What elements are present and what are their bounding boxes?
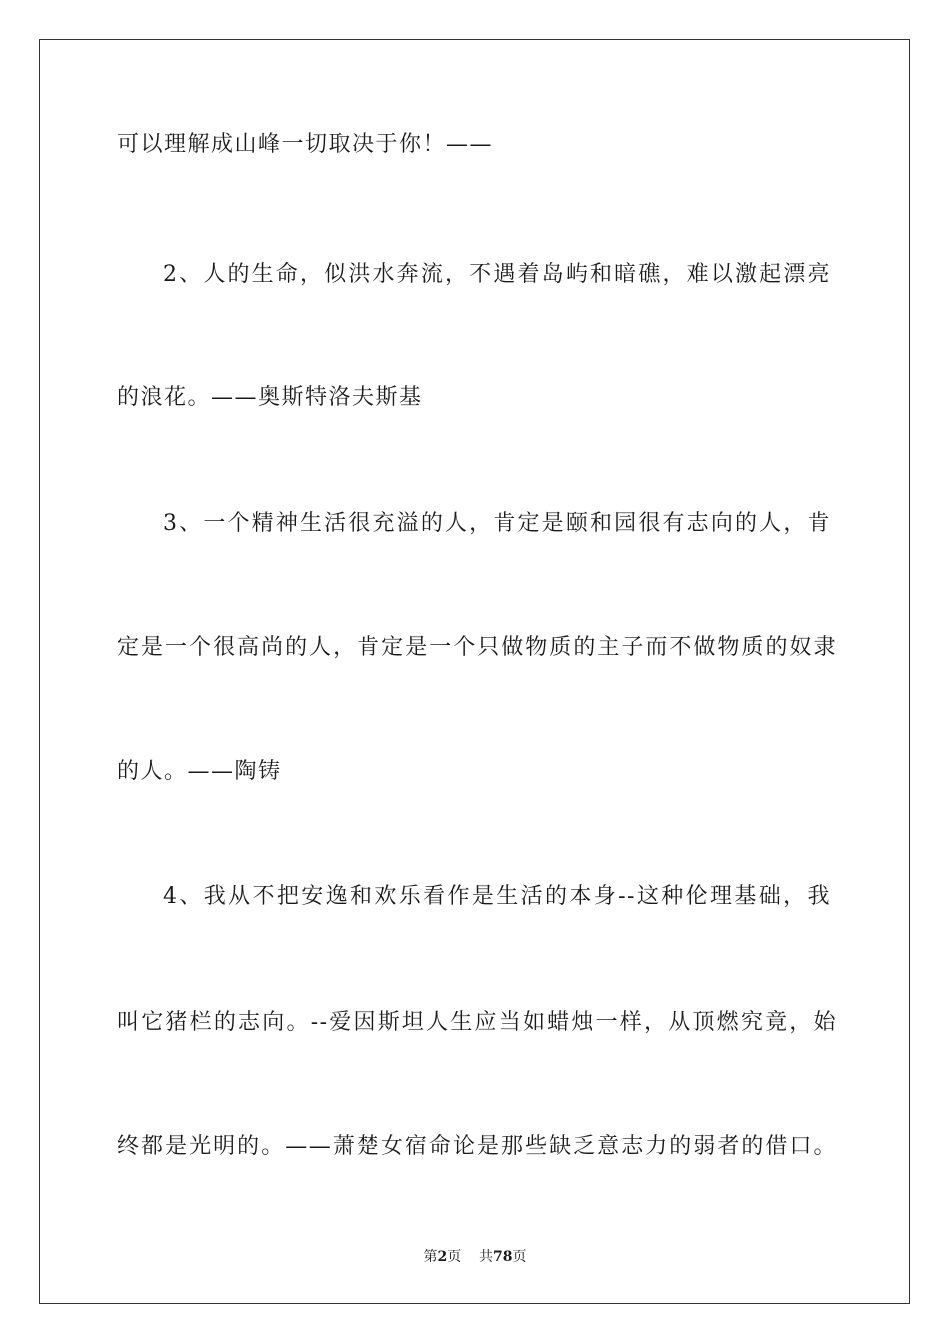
footer-page-prefix: 第 xyxy=(423,1249,438,1265)
footer-page-suffix: 页 xyxy=(447,1249,462,1265)
text-line-9: 终都是光明的。——萧楚女宿命论是那些缺乏意志力的弱者的借口。 xyxy=(117,1134,837,1159)
text-line-3: 的浪花。——奥斯特洛夫斯基 xyxy=(117,385,423,410)
text-line-4: 3、一个精神生活很充溢的人，肯定是颐和园很有志向的人，肯 xyxy=(163,511,831,536)
footer-total-pages: 78 xyxy=(493,1249,513,1265)
page-footer xyxy=(0,1248,950,1266)
text-line-2: 2、人的生命，似洪水奔流，不遇着岛屿和暗礁，难以激起漂亮 xyxy=(163,262,831,287)
text-line-5: 定是一个很高尚的人，肯定是一个只做物质的主子而不做物质的奴隶 xyxy=(117,635,837,660)
text-line-6: 的人。——陶铸 xyxy=(117,759,282,784)
text-line-1: 可以理解成山峰一切取决于你！—— xyxy=(117,132,494,157)
page-border xyxy=(39,39,910,1304)
footer-total-prefix: 共 xyxy=(479,1249,494,1265)
text-line-7: 4、我从不把安逸和欢乐看作是生活的本身--这种伦理基础，我 xyxy=(163,884,831,909)
footer-page-number: 2 xyxy=(437,1249,448,1265)
text-line-8: 叫它猪栏的志向。--爱因斯坦人生应当如蜡烛一样，从顶燃究竟，始 xyxy=(117,1010,837,1035)
footer-total-suffix: 页 xyxy=(512,1249,527,1265)
